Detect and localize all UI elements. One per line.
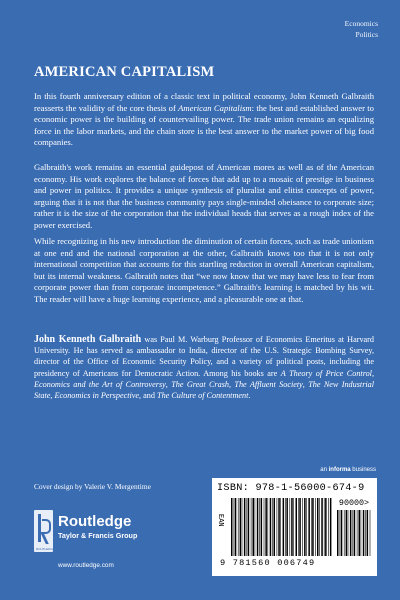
- separator: ,: [229, 379, 235, 389]
- bio-text: was Paul M. Warburg Professor of Economics Emeritus at Harvard University. He has served as ambassador to India, director of the U.S. Strategic Bombing Survey, director of the Office of Economic Security Policy, and a variety of political posts, including the presidency of Americans for Democratic Action. Among his books are: [34, 335, 374, 378]
- barcode-addon-number: 90000>: [338, 498, 370, 508]
- informa-prefix: an: [320, 467, 329, 473]
- separator: .: [248, 391, 251, 401]
- publisher-name: Routledge: [58, 513, 132, 530]
- subject-economics: Economics: [344, 19, 378, 28]
- book-ref: The New Industrial State: [34, 379, 375, 401]
- publisher-block: [34, 510, 194, 570]
- description-paragraph-1: [34, 91, 374, 149]
- separator: , and: [139, 391, 158, 401]
- book-ref: Economics and the Art of Controversy: [34, 379, 166, 389]
- book-ref: Economics in Perspective: [54, 391, 140, 401]
- ean-label: EAN: [216, 514, 224, 527]
- author-bio: [34, 334, 374, 401]
- cover-design-credit: Cover design by Valerie V. Mergentime: [34, 482, 151, 491]
- p1-text-b: : the best and established answer to economic power is the building of countervailing power. The trade union remains an equalizing force in the labor markets, and the chain store is the best answer to the market power of big food companies.: [34, 102, 374, 148]
- isbn-text: ISBN: 978-1-56000-674-9: [217, 483, 365, 494]
- informa-business-tag: [320, 467, 376, 473]
- publisher-url: www.routledge.com: [58, 562, 114, 569]
- separator: ,: [50, 391, 55, 401]
- p1-text-a: In this fourth anniversary edition of a classic text in political economy, John Kenneth Galbraith reasserts the validity of the core thesis of: [34, 91, 374, 113]
- separator: ,: [371, 368, 374, 378]
- book-title: AMERICAN CAPITALISM: [34, 64, 215, 80]
- description-paragraph-3: While recognizing in his new introduction the diminution of certain forces, such as trade unionism at one end and the national corporation at the other, Galbraith knows too that it is not only international competition that accounts for this startling reduction in overall American capitalism, but its internal weakness. Galbraith notes that “we now know that we may have less to fear from corporate power than from corporate incompetence.” Galbraith's learning is matched by his wit. The reader will have a huge learning experience, and a pleasurable one at that.: [34, 236, 374, 304]
- informa-brand: informa: [328, 467, 351, 473]
- routledge-logo-icon: [34, 510, 53, 552]
- informa-suffix: business: [350, 467, 376, 473]
- book-ref: The Great Crash: [171, 379, 229, 389]
- barcode-number: 9 781560 006749: [220, 558, 316, 568]
- subject-politics: Politics: [355, 30, 378, 39]
- book-ref: The Affluent Society: [234, 379, 303, 389]
- publisher-group: Taylor & Francis Group: [58, 531, 138, 540]
- logo-lettering: ROUTLEDGE: [36, 547, 55, 551]
- subject-categories: [345, 18, 378, 40]
- barcode-main-icon: [230, 498, 332, 556]
- description-paragraph-2: Galbraith's work remains an essential guidepost of American mores as well as of the American economy. His work explores the balance of forces that add up to a mosaic of prestige in business and power in politics. It provides a unique synthesis of pluralist and elitist concepts of power, arguing that it is not that the business community pays single-minded obeisance to corporate size; rather it is the size of the corporation that the individual heads that serves as a rough index of the power exercised.: [34, 162, 374, 230]
- separator: ,: [302, 379, 309, 389]
- barcode-panel: [212, 478, 377, 576]
- barcode-addon-icon: [336, 510, 372, 556]
- p1-book-title: American Capitalism: [178, 102, 252, 113]
- book-ref: The Culture of Contentment: [157, 391, 249, 401]
- author-name: John Kenneth Galbraith: [34, 334, 142, 345]
- book-ref: A Theory of Price Control: [280, 368, 372, 378]
- separator: ,: [165, 379, 172, 389]
